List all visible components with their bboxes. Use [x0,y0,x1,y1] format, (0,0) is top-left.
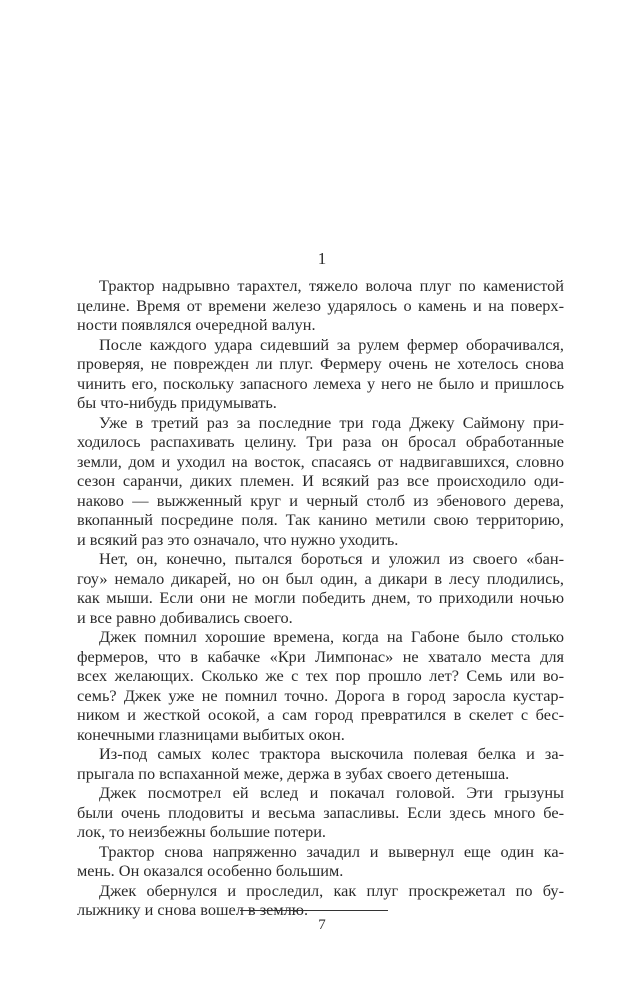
text-line: Джек помнил хорошие времена, когда на Габоне было столько [99,627,564,646]
paragraph [77,627,564,744]
paragraph [77,549,564,627]
text-line: конечными глазницами выбитых окон. [77,724,345,744]
page-number: 7 [318,917,326,933]
text-line: гоу» немало дикарей, но он был один, а дикари в лесу плодились, [77,568,564,588]
text-line: лыжнику и снова вошел в землю. [77,900,309,919]
paragraph [77,842,564,881]
text-line: Джек обернулся и проследил, как плуг проскрежетал по бу- [99,880,564,900]
chapter-number: 1 [317,249,327,268]
text-line: Из-под самых колес трактора выскочила полевая белка и за- [99,744,564,763]
footer-rule [240,910,388,911]
text-line: всех желающих. Сколько же с тех пор прошло лет? Семь или во- [77,666,564,685]
text-line: ности появлялся очередной валун. [77,315,316,334]
paragraph [77,783,564,842]
text-line: Уже в третий раз за последние три года Джеку Саймону при- [99,412,564,432]
paragraph [77,276,564,335]
text-line: целине. Время от времени железо ударялось о камень и на поверх- [77,295,564,315]
text-line: ником и жесткой осокой, а сам город превратился в скелет с бес- [77,705,564,724]
paragraph [77,744,564,783]
text-line: как мыши. Если они не могли победить днем, то приходили ночью [77,588,564,607]
text-line: Нет, он, конечно, пытался бороться и уложил из своего «бан- [99,549,564,568]
text-line: вкопанный посредине поля. Так канино метили свою территорию, [77,510,564,529]
text-line: были очень плодовиты и весьма запасливы. Если здесь много бе- [77,802,564,822]
text-line: прыгала по вспаханной меже, держа в зубах своего детеныша. [77,763,510,783]
text-line: фермеров, что в кабачке «Кри Лимпонас» не хватало места для [77,646,564,666]
text-line: мень. Он оказался особенно большим. [77,861,344,880]
text-line: После каждого удара сидевший за рулем фермер оборачивался, [99,334,564,354]
text-line: земли, дом и уходил на восток, спасаясь от надвигавшихся, словно [77,451,564,471]
text-line: Трактор надрывно тарахтел, тяжело волоча плуг по каменистой [99,276,564,295]
paragraph [77,335,564,413]
body-text [77,276,564,920]
text-line: и всякий раз это означало, что нужно уходить. [77,529,399,549]
paragraph [77,881,564,920]
text-line: чинить его, поскольку запасного лемеха у него не было и пришлось [77,373,564,393]
text-line: Джек посмотрел ей вслед и покачал головой. Эти грызуны [99,783,564,802]
text-line: бы что-нибудь придумывать. [77,393,277,412]
text-line: ходилось распахивать целину. Три раза он бросал обработанные [77,432,564,451]
text-line: лок, то неизбежны большие потери. [77,822,326,841]
text-line: и все равно добивались своего. [77,607,293,627]
text-line: Трактор снова напряженно зачадил и вывернул еще один ка- [99,841,564,861]
paragraph [77,413,564,550]
text-line: сезон саранчи, диких племен. И всякий раз все происходило оди- [77,471,564,490]
text-line: семь? Джек уже не помнил точно. Дорога в город заросла кустар- [77,685,564,705]
text-line: наково — выжженный круг и черный столб из эбенового дерева, [77,490,564,510]
text-line: проверяя, не поврежден ли плуг. Фермеру очень не хотелось снова [77,354,564,373]
